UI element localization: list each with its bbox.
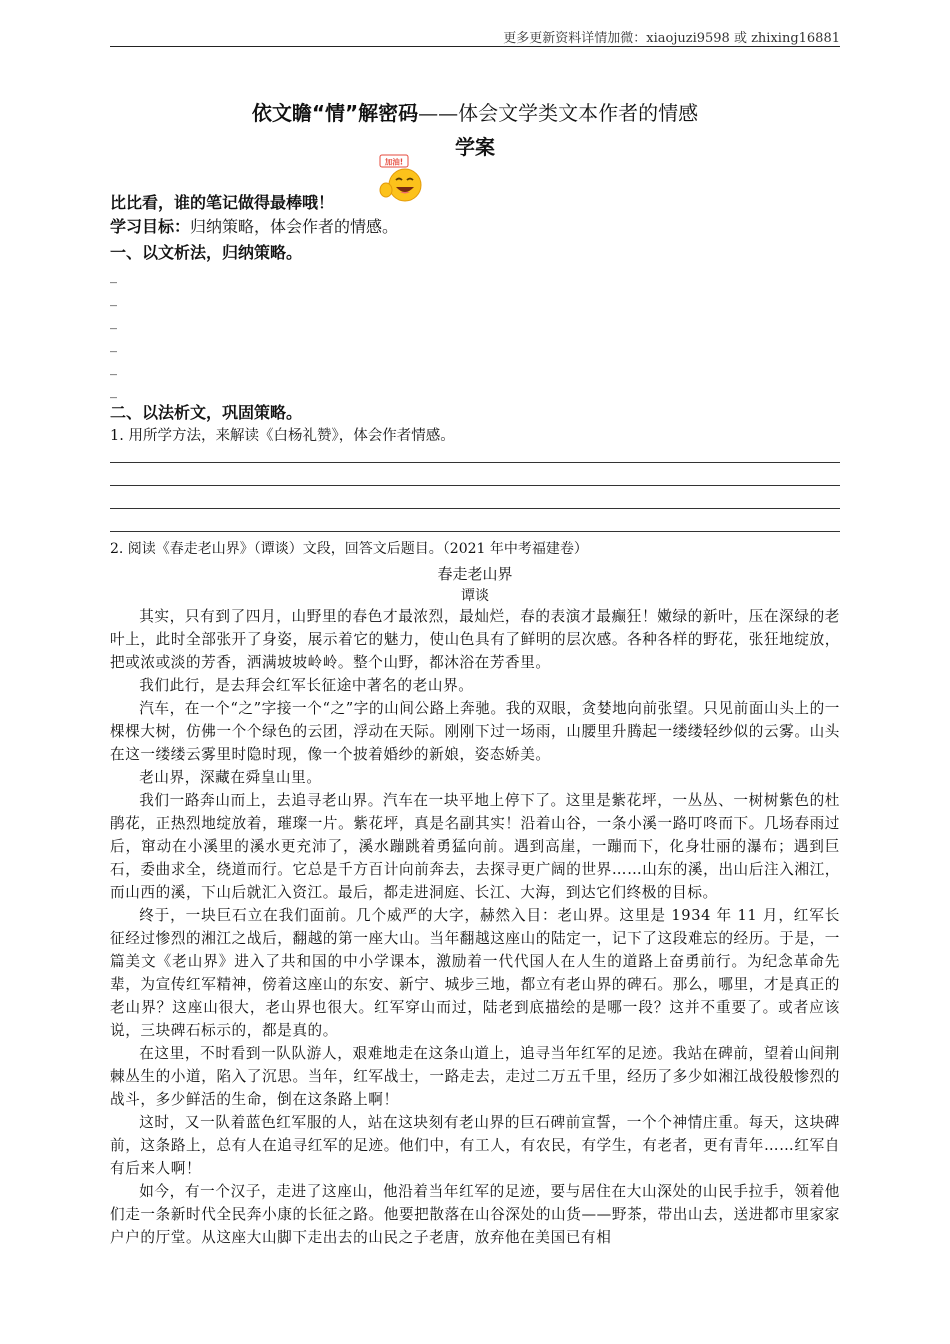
answer-line[interactable] (110, 531, 840, 532)
article-paragraph: 如今，有一个汉子，走进了这座山，他沿着当年红军的足迹，要与居住在大山深处的山民手拉手，领着他们走一条新时代全民奔小康的长征之路。他要把散落在山谷深处的山货——野茶，带出山去，送进都市里家家户户的厅堂。从这座大山脚下走出去的山民之子老唐，放弃他在美国已有相 (110, 1183, 840, 1246)
article-paragraph: 其实，只有到了四月，山野里的春色才最浓烈，最灿烂，春的表演才最癫狂！嫩绿的新叶，压在深绿的老叶上，此时全部张开了身姿，展示着它的魅力，使山色具有了鲜明的层次感。各种各样的野花，张狂地绽放，把或浓或淡的芳香，洒满坡坡岭岭。整个山野，都沐浴在芳香里。 (110, 608, 840, 671)
answer-line[interactable] (110, 462, 840, 463)
note-blank[interactable]: _ (110, 268, 117, 284)
article-body (110, 605, 840, 1249)
article-paragraph: 我们此行，是去拜会红军长征途中著名的老山界。 (139, 677, 474, 694)
answer-line[interactable] (110, 485, 840, 486)
page-title-bold: 依文瞻“情”解密码 (251, 101, 419, 125)
section1-heading: 一、以文析法，归纳策略。 (110, 243, 303, 262)
article-paragraph: 老山界，深藏在舜皇山里。 (139, 769, 322, 786)
article-paragraph: 我们一路奔山而上，去追寻老山界。汽车在一块平地上停下了。这里是紫花坪，一丛丛、一树树紫色的杜鹃花，正热烈地绽放着，璀璨一片。紫花坪，真是名副其实！沿着山谷，一条小溪一路叮咚而下。几场春雨过后，窜动在小溪里的溪水更充沛了，溪水蹦跳着勇猛向前。遇到高崖，一蹦而下，化身壮丽的瀑布；遇到巨石，委曲求全，绕道而行。它总是千方百计向前奔去，去探寻更广阔的世界……山东的溪，出山后注入湘江，而山西的溪，下山后就汇入资江。最后，都走进洞庭、长江、大海，到达它们终极的目标。 (110, 792, 840, 901)
cheering-emoji-icon (376, 154, 426, 204)
answer-line[interactable] (110, 508, 840, 509)
learning-goal-label: 学习目标： (110, 217, 191, 236)
question-2: 2. 阅读《春走老山界》（谭谈）文段，回答文后题目。（2021 年中考福建卷） (110, 541, 588, 557)
article-paragraph: 在这里，不时看到一队队游人，艰难地走在这条山道上，追寻当年红军的足迹。我站在碑前，望着山间荆棘丛生的小道，陷入了沉思。当年，红军战士，一路走去，走过二万五千里，经历了多少如湘江战役般惨烈的战斗，多少鲜活的生命，倒在这条路上啊！ (110, 1045, 840, 1108)
article-paragraph: 汽车，在一个“之”字接一个“之”字的山间公路上奔驰。我的双眼，贪婪地向前张望。只见前面山头上的一棵棵大树，仿佛一个个绿色的云团，浮动在天际。刚刚下过一场雨，山腰里升腾起一缕缕轻纱似的云雾。山头在这一缕缕云雾里时隐时现，像一个披着婚纱的新娘，姿态娇美。 (110, 700, 840, 763)
learning-goal (110, 214, 398, 237)
page-title (0, 100, 950, 126)
page-subtitle: 学案 (455, 135, 495, 159)
header-contact-note: 更多更新资料详情加微：xiaojuzi9598 或 zhixing16881 (503, 31, 840, 46)
header-divider (110, 46, 840, 47)
note-blank[interactable]: _ (110, 360, 117, 376)
article-title: 春走老山界 (437, 565, 513, 583)
article-author: 谭谈 (461, 588, 489, 604)
question-1: 1. 用所学方法，来解读《白杨礼赞》，体会作者情感。 (110, 428, 455, 444)
learning-goal-text: 归纳策略，体会作者的情感。 (190, 217, 399, 236)
compare-prompt: 比比看，谁的笔记做得最棒哦！ (110, 193, 335, 212)
article-paragraph: 终于，一块巨石立在我们面前。几个威严的大字，赫然入目：老山界。这里是 1934 年 11 月，红军长征经过惨烈的湘江之战后，翻越的第一座大山。当年翻越这座山的陆定一，记下了这段难忘的经历。于是，一篇美文《老山界》进入了共和国的中小学课本，激励着一代代国人在人生的道路上奋勇前行。为纪念革命先辈，为宣传红军精神，傍着这座山的东安、新宁、城步三地，都立有老山界的碑石。那么，哪里，才是真正的老山界？这座山很大，老山界也很大。红军穿山而过，陆老到底描绘的是哪一段？这并不重要了。或者应该说，三块碑石标示的，都是真的。 (110, 907, 840, 1039)
page-title-rest: ——体会文学类文本作者的情感 (418, 101, 699, 125)
note-blank[interactable]: _ (110, 383, 117, 399)
note-blank[interactable]: _ (110, 291, 117, 307)
article-paragraph: 这时，又一队着蓝色红军服的人，站在这块刻有老山界的巨石碑前宣誓，一个个神情庄重。每天，这块碑前，这条路上，总有人在追寻红军的足迹。他们中，有工人，有农民，有学生，有老者，更有青年……红军自有后来人啊！ (110, 1114, 840, 1177)
note-blank[interactable]: _ (110, 337, 117, 353)
note-blank[interactable]: _ (110, 314, 117, 330)
section2-heading: 二、以法析文，巩固策略。 (110, 403, 303, 422)
badge-text: 加油! (384, 157, 404, 167)
